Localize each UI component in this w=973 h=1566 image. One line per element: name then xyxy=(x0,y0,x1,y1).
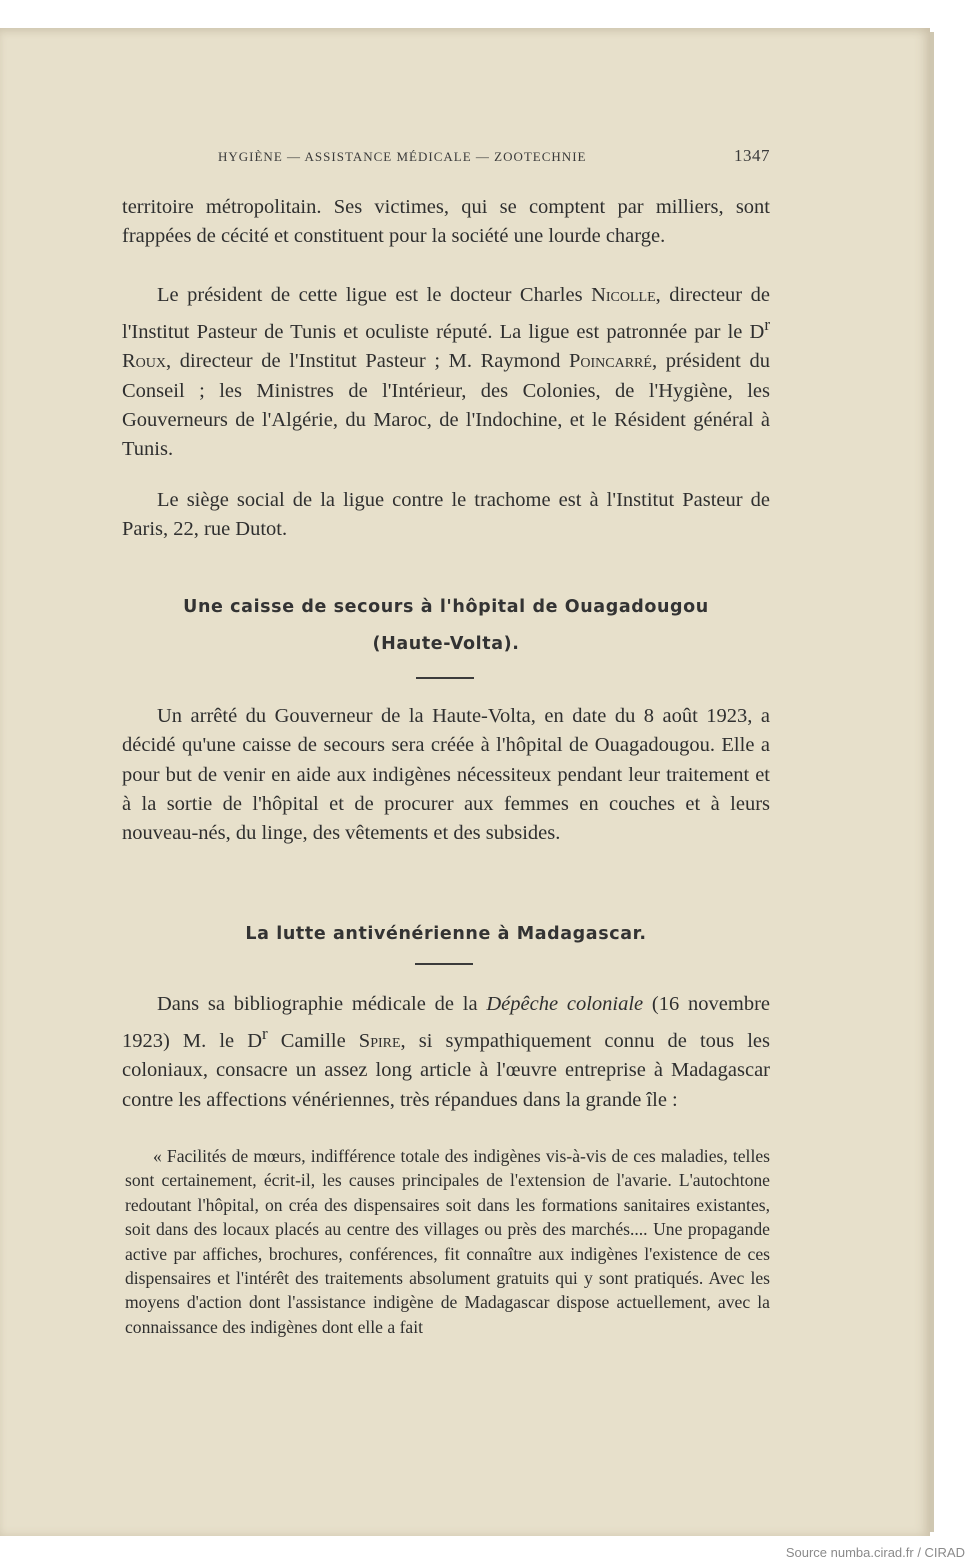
text-run: , si sympathiquement connu de tous les coloniaux, consacre un assez long article à l'œuvre entreprise à Madagascar contre les affections vénériennes, très répandues dans la grande île : xyxy=(122,1030,770,1111)
intro-paragraph-3: Le siège social de la ligue contre le trachome est à l'Institut Pasteur de Paris, 22, rue Dutot. xyxy=(122,489,770,541)
text-run: Dans sa bibliographie médicale de la xyxy=(157,993,487,1015)
source-credit: Source numba.cirad.fr / CIRAD xyxy=(785,1545,965,1560)
text-run: (16 novembre 1923) M. le D xyxy=(122,993,771,1053)
running-head-title: HYGIÈNE — ASSISTANCE MÉDICALE — ZOOTECHNIE xyxy=(218,149,587,164)
text-run: Le président de cette ligue est le docteur Charles xyxy=(157,284,592,306)
superscript: r xyxy=(764,315,770,335)
text-run: , directeur de l'Institut Pasteur ; M. Raymond xyxy=(166,350,569,373)
page-number: 1347 xyxy=(734,146,770,165)
section1-title xyxy=(122,589,770,663)
text-run: , directeur de l'Institut Pasteur de Tunis et oculiste réputé. La ligue est patronnée par le D xyxy=(122,284,770,344)
section1-body: Un arrêté du Gouverneur de la Haute-Volta, en date du 8 août 1923, a décidé qu'une caisse de secours sera créée à l'hôpital de Ouagadougou. Elle a pour but de venir en aide aux indigènes nécessiteux pendant leur traitement et à la sortie de l'hôpital et de procurer aux femmes en couches et à leurs nouveau-nés, du linge, des vêtements et des subsides. xyxy=(122,705,770,845)
section2-title: La lutte antivénérienne à Madagascar. xyxy=(245,924,647,944)
text-run: Camille xyxy=(267,1030,359,1053)
text-run: , président du Conseil ; les Ministres de l'Intérieur, des Colonies, de l'Hygiène, les Gouverneurs de l'Algérie, du Maroc, de l'Indochine, et le Résident général à Tunis. xyxy=(122,350,770,461)
running-head xyxy=(122,146,770,168)
person-name-nicolle: Nicolle xyxy=(591,284,656,306)
section1-title-line1: Une caisse de secours à l'hôpital de Ouagadougou xyxy=(183,597,709,617)
intro-paragraph-2 xyxy=(122,281,770,465)
intro-paragraph-1: territoire métropolitain. Ses victimes, qui se comptent par milliers, sont frappées de cécité et constituent pour la société une lourde charge. xyxy=(122,196,770,248)
journal-title: Dépêche coloniale xyxy=(486,993,644,1015)
section1-divider xyxy=(416,677,474,679)
section2-divider xyxy=(415,963,473,965)
superscript: r xyxy=(262,1024,268,1044)
quotation: « Facilités de mœurs, indifférence totale des indigènes vis-à-vis de ces maladies, telles sont certainement, écrit-il, les causes principales de l'extension de l'avarie. L'autochtone redoutant l'hôpital, on créa des dispensaires soit dans les formations sanitaires existantes, soit dans des locaux placés au centre des villages ou près des marchés.... Une propagande active par affiches, brochures, conférences, fit connaître aux indigènes l'existence de ces dispensaires et l'intérêt des traitements absolument gratuits qui y sont pratiqués. Avec les moyens d'action dont l'assistance indigène de Madagascar dispose actuellement, avec la connaissance des indigènes dont elle a fait xyxy=(125,1146,770,1337)
person-name-spire: Spire xyxy=(358,1030,401,1053)
section2-body xyxy=(122,990,770,1115)
person-name-roux: Roux xyxy=(122,350,167,373)
person-name-poincarre: Poincarré xyxy=(568,350,652,373)
section1-title-line2: (Haute-Volta). xyxy=(372,634,520,654)
page-edge xyxy=(930,32,934,1532)
